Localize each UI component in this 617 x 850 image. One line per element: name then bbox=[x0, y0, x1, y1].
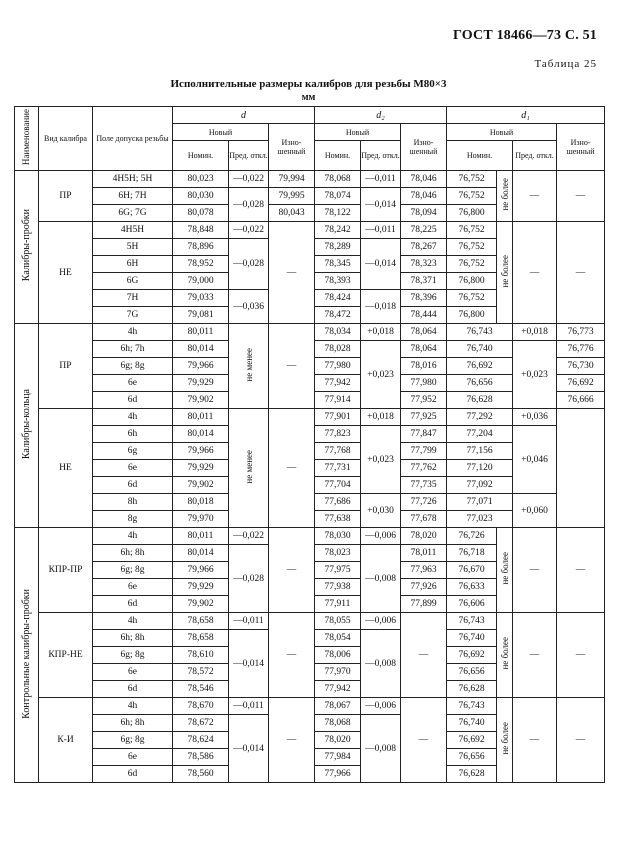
tolerance-cell: 6d bbox=[93, 681, 173, 698]
document-reference: ГОСТ 18466—73 С. 51 bbox=[453, 28, 597, 43]
d-nom-cell: 80,014 bbox=[173, 545, 229, 562]
d-nom-cell: 79,902 bbox=[173, 477, 229, 494]
d1-worn-cell: 76,773 bbox=[557, 324, 605, 341]
d2-nom-cell: 77,942 bbox=[315, 681, 361, 698]
d2-dev-cell: —0,018 bbox=[361, 290, 401, 324]
d1-worn-cell: 76,730 bbox=[557, 358, 605, 375]
tolerance-cell: 6d bbox=[93, 477, 173, 494]
d1-dev-cell: — bbox=[513, 698, 557, 783]
table-unit: мм bbox=[301, 92, 316, 103]
d-worn-cell: 80,043 bbox=[269, 205, 315, 222]
group-control-plugs: Контрольные калибры-пробки bbox=[15, 528, 39, 783]
d-dev-cell: —0,028 bbox=[229, 545, 269, 613]
tolerance-cell: 6g bbox=[93, 443, 173, 460]
d2-nom-cell: 77,914 bbox=[315, 392, 361, 409]
d2-worn-cell: 77,726 bbox=[401, 494, 447, 511]
header-d: d bbox=[173, 107, 315, 124]
d-nom-cell: 79,970 bbox=[173, 511, 229, 528]
d2-dev-cell: —0,008 bbox=[361, 630, 401, 698]
tolerance-cell: 8h bbox=[93, 494, 173, 511]
d2-nom-cell: 78,068 bbox=[315, 171, 361, 188]
d-nom-cell: 78,546 bbox=[173, 681, 229, 698]
d2-dev-cell: +0,023 bbox=[361, 341, 401, 409]
tolerance-cell: 6d bbox=[93, 766, 173, 783]
header-d1-new: Новый bbox=[447, 124, 557, 141]
d1-nom-cell: 76,752 bbox=[447, 239, 497, 256]
d2-worn-cell: 78,064 bbox=[401, 341, 447, 358]
tolerance-cell: 6G; 7G bbox=[93, 205, 173, 222]
table-title: Исполнительные размеры калибров для резьбы М80×3 bbox=[170, 78, 447, 90]
tolerance-cell: 6g; 8g bbox=[93, 647, 173, 664]
d-nom-cell: 78,672 bbox=[173, 715, 229, 732]
d-worn-cell: 79,995 bbox=[269, 188, 315, 205]
d-nom-cell: 79,966 bbox=[173, 562, 229, 579]
d1-worn-cell: — bbox=[557, 613, 605, 698]
d1-nom-cell: 76,692 bbox=[447, 358, 513, 375]
d1-nom-cell: 76,656 bbox=[447, 375, 513, 392]
header-d1-dev: Пред. откл. bbox=[513, 141, 557, 171]
d1-nom-cell: 76,800 bbox=[447, 205, 497, 222]
group-plugs: Калибры-пробки bbox=[15, 171, 39, 324]
tolerance-cell: 6H bbox=[93, 256, 173, 273]
kind-cell: К-И bbox=[39, 698, 93, 783]
d-worn-cell: — bbox=[269, 698, 315, 783]
d2-nom-cell: 77,686 bbox=[315, 494, 361, 511]
header-tolerance: Поле допуска резьбы bbox=[93, 107, 173, 171]
tolerance-cell: 6h; 7h bbox=[93, 341, 173, 358]
header-d1-nom: Номин. bbox=[447, 141, 513, 171]
header-d2-nom: Номин. bbox=[315, 141, 361, 171]
d2-nom-cell: 77,704 bbox=[315, 477, 361, 494]
table-label: Таблица 25 bbox=[534, 58, 597, 70]
d2-nom-cell: 78,067 bbox=[315, 698, 361, 715]
tolerance-cell: 7G bbox=[93, 307, 173, 324]
d1-nom-cell: 76,740 bbox=[447, 630, 497, 647]
d2-nom-cell: 77,975 bbox=[315, 562, 361, 579]
header-d2-worn: Изно-шенный bbox=[401, 124, 447, 171]
d1-nom-cell: 76,606 bbox=[447, 596, 497, 613]
ne-menee-note: не менее bbox=[229, 409, 269, 528]
d-nom-cell: 79,966 bbox=[173, 443, 229, 460]
d-nom-cell: 80,011 bbox=[173, 528, 229, 545]
ne-menee-note: не менее bbox=[229, 324, 269, 409]
d2-worn-cell: 78,016 bbox=[401, 358, 447, 375]
d2-nom-cell: 77,984 bbox=[315, 749, 361, 766]
d2-nom-cell: 77,938 bbox=[315, 579, 361, 596]
d1-dev-cell: — bbox=[513, 613, 557, 698]
ne-bolee-note: не более bbox=[497, 528, 513, 613]
d-nom-cell: 78,670 bbox=[173, 698, 229, 715]
d-dev-cell: —0,014 bbox=[229, 715, 269, 783]
tolerance-cell: 6g; 8g bbox=[93, 562, 173, 579]
d2-nom-cell: 78,393 bbox=[315, 273, 361, 290]
d1-nom-cell: 76,628 bbox=[447, 681, 497, 698]
d2-nom-cell: 78,020 bbox=[315, 732, 361, 749]
d1-nom-cell: 76,752 bbox=[447, 290, 497, 307]
d-dev-cell: —0,036 bbox=[229, 290, 269, 324]
d2-worn-cell: 78,267 bbox=[401, 239, 447, 256]
d2-dev-cell: —0,014 bbox=[361, 239, 401, 290]
d1-nom-cell: 76,752 bbox=[447, 222, 497, 239]
kind-cell: НЕ bbox=[39, 222, 93, 324]
d2-worn-cell: — bbox=[401, 613, 447, 698]
d1-worn-cell: — bbox=[557, 222, 605, 324]
d1-nom-cell: 76,743 bbox=[447, 698, 497, 715]
tolerance-cell: 4h bbox=[93, 324, 173, 341]
d1-nom-cell: 77,092 bbox=[447, 477, 513, 494]
d-dev-cell: —0,028 bbox=[229, 239, 269, 290]
d-nom-cell: 78,896 bbox=[173, 239, 229, 256]
d2-nom-cell: 78,074 bbox=[315, 188, 361, 205]
d1-nom-cell: 77,120 bbox=[447, 460, 513, 477]
d1-nom-cell: 76,752 bbox=[447, 188, 497, 205]
d2-worn-cell: 77,952 bbox=[401, 392, 447, 409]
tolerance-cell: 6e bbox=[93, 579, 173, 596]
d1-dev-cell: +0,036 bbox=[513, 409, 557, 426]
tolerance-cell: 6h; 8h bbox=[93, 630, 173, 647]
d-worn-cell: — bbox=[269, 222, 315, 324]
d2-dev-cell: —0,006 bbox=[361, 528, 401, 545]
ne-bolee-note: не более bbox=[497, 171, 513, 222]
d2-nom-cell: 77,901 bbox=[315, 409, 361, 426]
tolerance-cell: 6g; 8g bbox=[93, 358, 173, 375]
d2-nom-cell: 78,242 bbox=[315, 222, 361, 239]
table-row bbox=[15, 698, 605, 715]
kind-cell: ПР bbox=[39, 171, 93, 222]
d2-worn-cell: 77,799 bbox=[401, 443, 447, 460]
d2-worn-cell: 77,925 bbox=[401, 409, 447, 426]
header-d2-new: Новый bbox=[315, 124, 401, 141]
d-nom-cell: 80,023 bbox=[173, 171, 229, 188]
tolerance-cell: 4h bbox=[93, 613, 173, 630]
header-d-worn: Изно-шенный bbox=[269, 124, 315, 171]
tolerance-cell: 6h; 8h bbox=[93, 545, 173, 562]
d2-worn-cell: — bbox=[401, 698, 447, 783]
d2-nom-cell: 78,068 bbox=[315, 715, 361, 732]
table-row bbox=[15, 171, 605, 188]
d2-worn-cell: 78,094 bbox=[401, 205, 447, 222]
d2-dev-cell: +0,018 bbox=[361, 409, 401, 426]
d2-dev-cell: +0,030 bbox=[361, 494, 401, 528]
d-nom-cell: 78,610 bbox=[173, 647, 229, 664]
d-nom-cell: 78,560 bbox=[173, 766, 229, 783]
tolerance-cell: 6e bbox=[93, 664, 173, 681]
d1-dev-cell: — bbox=[513, 528, 557, 613]
d2-worn-cell: 77,678 bbox=[401, 511, 447, 528]
tolerance-cell: 6e bbox=[93, 749, 173, 766]
ne-bolee-note: не более bbox=[497, 698, 513, 783]
tolerance-cell: 6d bbox=[93, 596, 173, 613]
d1-nom-cell: 76,726 bbox=[447, 528, 497, 545]
d-nom-cell: 78,658 bbox=[173, 630, 229, 647]
header-name: Наименование bbox=[15, 107, 39, 171]
tolerance-cell: 6h; 8h bbox=[93, 715, 173, 732]
d1-nom-cell: 76,656 bbox=[447, 749, 497, 766]
ne-bolee-note: не более bbox=[497, 613, 513, 698]
kind-cell: КПР-НЕ bbox=[39, 613, 93, 698]
d1-nom-cell: 76,800 bbox=[447, 307, 497, 324]
d2-nom-cell: 78,030 bbox=[315, 528, 361, 545]
d-nom-cell: 78,658 bbox=[173, 613, 229, 630]
d1-nom-cell: 76,740 bbox=[447, 341, 513, 358]
d2-worn-cell: 77,926 bbox=[401, 579, 447, 596]
d2-nom-cell: 77,731 bbox=[315, 460, 361, 477]
d2-worn-cell: 77,847 bbox=[401, 426, 447, 443]
d-nom-cell: 79,966 bbox=[173, 358, 229, 375]
d-nom-cell: 79,033 bbox=[173, 290, 229, 307]
d1-dev-cell: — bbox=[513, 222, 557, 324]
d2-dev-cell: —0,011 bbox=[361, 222, 401, 239]
d1-dev-cell: +0,018 bbox=[513, 324, 557, 341]
d-nom-cell: 79,902 bbox=[173, 392, 229, 409]
group-rings: Калибры-кольца bbox=[15, 324, 39, 528]
d-dev-cell: —0,022 bbox=[229, 222, 269, 239]
d2-dev-cell: —0,006 bbox=[361, 613, 401, 630]
d1-nom-cell: 77,292 bbox=[447, 409, 513, 426]
d1-nom-cell: 77,156 bbox=[447, 443, 513, 460]
header-d-new: Новый bbox=[173, 124, 269, 141]
d1-nom-cell: 76,740 bbox=[447, 715, 497, 732]
d-nom-cell: 78,624 bbox=[173, 732, 229, 749]
d2-worn-cell: 78,064 bbox=[401, 324, 447, 341]
d-dev-cell: —0,028 bbox=[229, 188, 269, 222]
d2-dev-cell: +0,023 bbox=[361, 426, 401, 494]
d1-nom-cell: 76,628 bbox=[447, 766, 497, 783]
d2-nom-cell: 77,980 bbox=[315, 358, 361, 375]
d2-nom-cell: 78,054 bbox=[315, 630, 361, 647]
tolerance-cell: 6e bbox=[93, 460, 173, 477]
d-dev-cell: —0,014 bbox=[229, 630, 269, 698]
d1-worn-cell: 76,776 bbox=[557, 341, 605, 358]
d-nom-cell: 80,078 bbox=[173, 205, 229, 222]
d2-worn-cell: 78,444 bbox=[401, 307, 447, 324]
table-row bbox=[15, 613, 605, 630]
d1-nom-cell: 76,800 bbox=[447, 273, 497, 290]
header-d1-worn: Изно-шенный bbox=[557, 124, 605, 171]
d2-worn-cell: 78,225 bbox=[401, 222, 447, 239]
d2-nom-cell: 78,055 bbox=[315, 613, 361, 630]
d2-worn-cell: 78,371 bbox=[401, 273, 447, 290]
d2-nom-cell: 77,911 bbox=[315, 596, 361, 613]
d2-nom-cell: 78,472 bbox=[315, 307, 361, 324]
tolerance-cell: 8g bbox=[93, 511, 173, 528]
d-nom-cell: 80,014 bbox=[173, 426, 229, 443]
d-nom-cell: 78,848 bbox=[173, 222, 229, 239]
d1-nom-cell: 77,023 bbox=[447, 511, 513, 528]
tolerance-cell: 5H bbox=[93, 239, 173, 256]
tolerance-cell: 6G bbox=[93, 273, 173, 290]
tolerance-cell: 7H bbox=[93, 290, 173, 307]
tolerance-cell: 6H; 7H bbox=[93, 188, 173, 205]
header-d2-dev: Пред. откл. bbox=[361, 141, 401, 171]
d1-worn-cell: 76,692 bbox=[557, 375, 605, 392]
d2-nom-cell: 78,122 bbox=[315, 205, 361, 222]
tolerance-cell: 6h bbox=[93, 426, 173, 443]
tolerance-cell: 4H5H; 5H bbox=[93, 171, 173, 188]
d2-dev-cell: —0,008 bbox=[361, 545, 401, 613]
d1-worn-cell bbox=[557, 409, 605, 528]
d1-nom-cell: 76,752 bbox=[447, 256, 497, 273]
header-d-dev: Пред. откл. bbox=[229, 141, 269, 171]
header-d1: d₁ bbox=[447, 107, 605, 124]
d2-dev-cell: —0,008 bbox=[361, 715, 401, 783]
d2-worn-cell: 77,762 bbox=[401, 460, 447, 477]
d-nom-cell: 80,011 bbox=[173, 324, 229, 341]
d-worn-cell: — bbox=[269, 409, 315, 528]
tolerance-cell: 4h bbox=[93, 409, 173, 426]
header-kind: Вид калибра bbox=[39, 107, 93, 171]
d2-dev-cell: —0,014 bbox=[361, 188, 401, 222]
d1-dev-cell: — bbox=[513, 171, 557, 222]
d-nom-cell: 80,018 bbox=[173, 494, 229, 511]
d-nom-cell: 80,014 bbox=[173, 341, 229, 358]
tolerance-cell: 4h bbox=[93, 528, 173, 545]
tolerance-cell: 6d bbox=[93, 392, 173, 409]
d2-nom-cell: 78,028 bbox=[315, 341, 361, 358]
d-dev-cell: —0,011 bbox=[229, 698, 269, 715]
d1-nom-cell: 76,628 bbox=[447, 392, 513, 409]
d2-nom-cell: 78,345 bbox=[315, 256, 361, 273]
d2-nom-cell: 78,034 bbox=[315, 324, 361, 341]
header-d2: d₂ bbox=[315, 107, 447, 124]
d-worn-cell: — bbox=[269, 528, 315, 613]
tolerance-cell: 4H5H bbox=[93, 222, 173, 239]
d1-nom-cell: 76,743 bbox=[447, 613, 497, 630]
d2-worn-cell: 77,899 bbox=[401, 596, 447, 613]
table-row bbox=[15, 528, 605, 545]
d-nom-cell: 79,929 bbox=[173, 460, 229, 477]
d-nom-cell: 79,081 bbox=[173, 307, 229, 324]
d-nom-cell: 79,929 bbox=[173, 579, 229, 596]
d2-worn-cell: 78,323 bbox=[401, 256, 447, 273]
d-nom-cell: 80,030 bbox=[173, 188, 229, 205]
d1-nom-cell: 77,071 bbox=[447, 494, 513, 511]
table-row bbox=[15, 222, 605, 239]
d-worn-cell: — bbox=[269, 324, 315, 409]
d1-nom-cell: 76,656 bbox=[447, 664, 497, 681]
d2-dev-cell: +0,018 bbox=[361, 324, 401, 341]
d-dev-cell: —0,022 bbox=[229, 171, 269, 188]
d-nom-cell: 78,586 bbox=[173, 749, 229, 766]
tolerance-cell: 6g; 8g bbox=[93, 732, 173, 749]
d2-nom-cell: 78,023 bbox=[315, 545, 361, 562]
d-dev-cell: —0,022 bbox=[229, 528, 269, 545]
d2-nom-cell: 78,289 bbox=[315, 239, 361, 256]
d2-nom-cell: 77,638 bbox=[315, 511, 361, 528]
d2-dev-cell: —0,006 bbox=[361, 698, 401, 715]
d2-worn-cell: 77,735 bbox=[401, 477, 447, 494]
d1-nom-cell: 76,743 bbox=[447, 324, 513, 341]
d2-worn-cell: 78,011 bbox=[401, 545, 447, 562]
d2-worn-cell: 77,963 bbox=[401, 562, 447, 579]
d1-dev-cell: +0,046 bbox=[513, 426, 557, 494]
d1-worn-cell: — bbox=[557, 528, 605, 613]
d-nom-cell: 80,011 bbox=[173, 409, 229, 426]
d-worn-cell: — bbox=[269, 613, 315, 698]
d2-worn-cell: 78,020 bbox=[401, 528, 447, 545]
kind-cell: НЕ bbox=[39, 409, 93, 528]
tolerance-cell: 6e bbox=[93, 375, 173, 392]
dimensions-table bbox=[14, 106, 605, 783]
d1-nom-cell: 76,692 bbox=[447, 732, 497, 749]
d1-worn-cell: — bbox=[557, 698, 605, 783]
header-d-nom: Номин. bbox=[173, 141, 229, 171]
d2-worn-cell: 78,046 bbox=[401, 188, 447, 205]
d1-dev-cell: +0,023 bbox=[513, 341, 557, 409]
d2-nom-cell: 78,424 bbox=[315, 290, 361, 307]
d1-worn-cell: 76,666 bbox=[557, 392, 605, 409]
table-row bbox=[15, 409, 605, 426]
d-nom-cell: 78,572 bbox=[173, 664, 229, 681]
table-row bbox=[15, 324, 605, 341]
d2-nom-cell: 78,006 bbox=[315, 647, 361, 664]
d1-nom-cell: 76,670 bbox=[447, 562, 497, 579]
kind-cell: КПР-ПР bbox=[39, 528, 93, 613]
d2-nom-cell: 77,942 bbox=[315, 375, 361, 392]
d-worn-cell: 79,994 bbox=[269, 171, 315, 188]
d-nom-cell: 79,929 bbox=[173, 375, 229, 392]
d1-nom-cell: 76,752 bbox=[447, 171, 497, 188]
ne-bolee-note: не более bbox=[497, 222, 513, 324]
d-nom-cell: 78,952 bbox=[173, 256, 229, 273]
d2-nom-cell: 77,768 bbox=[315, 443, 361, 460]
d1-nom-cell: 76,692 bbox=[447, 647, 497, 664]
d2-nom-cell: 77,966 bbox=[315, 766, 361, 783]
d1-worn-cell: — bbox=[557, 171, 605, 222]
d-nom-cell: 79,902 bbox=[173, 596, 229, 613]
kind-cell: ПР bbox=[39, 324, 93, 409]
d1-dev-cell: +0,060 bbox=[513, 494, 557, 528]
d-nom-cell: 79,000 bbox=[173, 273, 229, 290]
d2-worn-cell: 78,046 bbox=[401, 171, 447, 188]
d2-worn-cell: 78,396 bbox=[401, 290, 447, 307]
d-dev-cell: —0,011 bbox=[229, 613, 269, 630]
d2-worn-cell: 77,980 bbox=[401, 375, 447, 392]
d2-dev-cell: —0,011 bbox=[361, 171, 401, 188]
d1-nom-cell: 76,633 bbox=[447, 579, 497, 596]
d2-nom-cell: 77,823 bbox=[315, 426, 361, 443]
d1-nom-cell: 77,204 bbox=[447, 426, 513, 443]
tolerance-cell: 4h bbox=[93, 698, 173, 715]
d2-nom-cell: 77,970 bbox=[315, 664, 361, 681]
d1-nom-cell: 76,718 bbox=[447, 545, 497, 562]
